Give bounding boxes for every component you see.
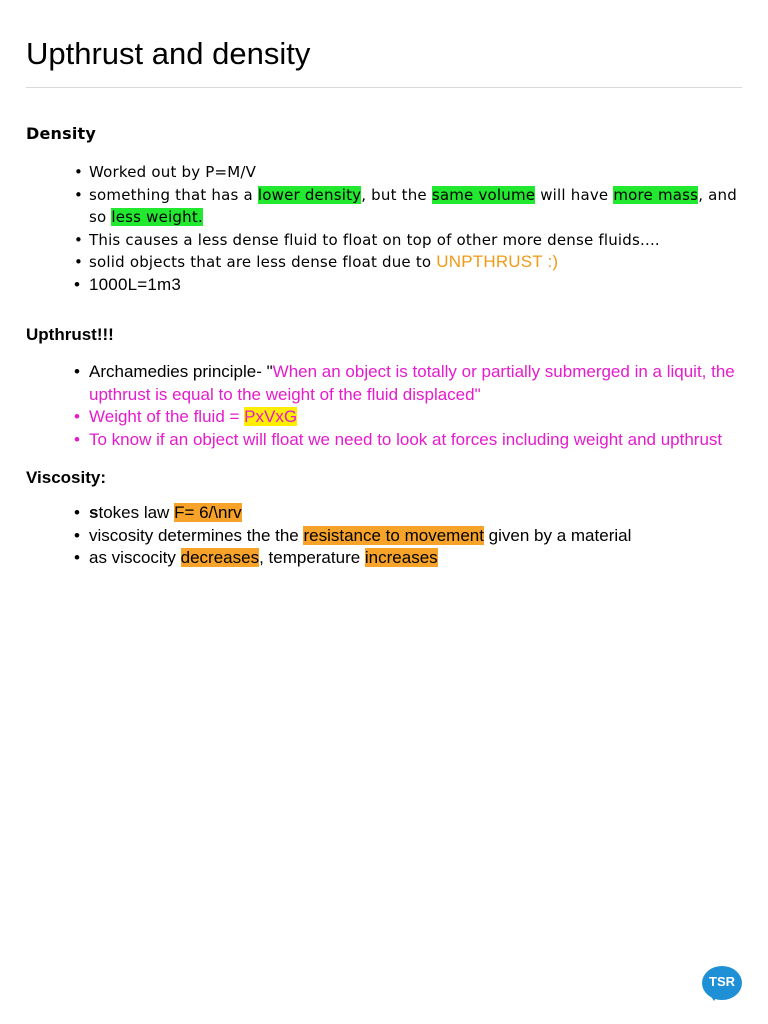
text-span: , temperature [259, 548, 365, 567]
upthrust-list [74, 361, 754, 451]
list-item [74, 229, 754, 252]
text-span: will have [535, 185, 614, 204]
upthrust-heading: Upthrust!!! [26, 325, 114, 344]
highlight-lower-density: lower density [257, 185, 362, 204]
unpthrust-text: UNPTHRUST :) [436, 252, 559, 271]
text-span: , but the [361, 185, 432, 204]
highlight-less-weight: less weight. [111, 208, 203, 226]
archimedes-quote: When an object is totally or partially submerged in a liquit, the upthrust is equal to the weight of the fluid displaced" [89, 362, 735, 404]
page-title: Upthrust and density [26, 36, 311, 71]
highlight-decreases: decreases [180, 548, 260, 567]
viscosity-list [74, 502, 754, 570]
highlight-increases: increases [364, 548, 438, 567]
list-item-text: 1000L=1m3 [89, 274, 182, 294]
text-span: solid objects that are less dense float due to [89, 253, 437, 271]
text-span: s [89, 503, 99, 522]
text-span: tokes law [98, 503, 175, 522]
tsr-logo[interactable] [702, 966, 742, 1000]
text-span: something that has a [89, 185, 258, 204]
highlight-more-mass: more mass [613, 185, 699, 204]
highlight-stokes-formula: F= 6/\nrv [174, 503, 242, 522]
density-heading: Density [26, 124, 97, 143]
text-span: Archamedies principle- " [89, 362, 273, 381]
list-item [74, 525, 754, 548]
text-span: Weight of the fluid = [89, 407, 245, 426]
highlight-same-volume: same volume [431, 185, 536, 204]
text-span: , and so [89, 185, 737, 226]
list-item [74, 274, 754, 297]
list-item [74, 361, 754, 406]
title-divider [26, 87, 742, 88]
list-item [74, 161, 754, 184]
viscosity-heading: Viscosity: [26, 468, 107, 487]
density-list [74, 161, 754, 296]
list-item-text: To know if an object will float we need to look at forces including weight and upthrust [89, 429, 723, 449]
list-item-text: This causes a less dense fluid to float on top of other more dense fluids.... [89, 230, 660, 249]
text-span: viscosity determines the the [89, 525, 304, 545]
list-item [74, 406, 754, 429]
list-item-text: Worked out by P=M/V [89, 163, 257, 181]
list-item [74, 502, 754, 525]
list-item [74, 547, 754, 570]
text-span: given by a material [483, 525, 632, 545]
text-span: as viscocity [89, 548, 181, 567]
list-item [74, 184, 754, 229]
list-item [74, 251, 754, 274]
highlight-pxvxg: PxVxG [244, 407, 298, 426]
logo-text: TSR [709, 974, 735, 989]
list-item [74, 429, 754, 452]
highlight-resistance: resistance to movement [303, 525, 484, 545]
